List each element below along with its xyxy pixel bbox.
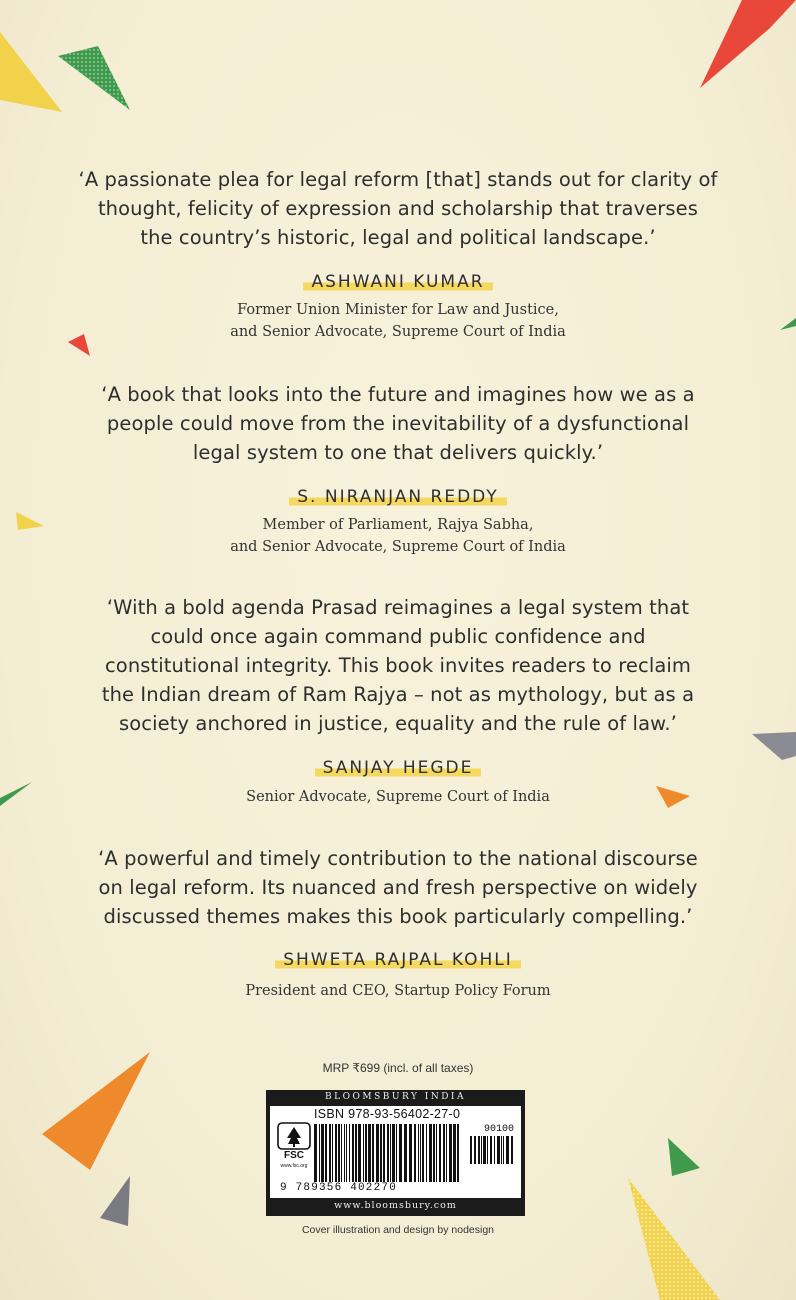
barcode-bar [325, 1124, 327, 1182]
quote-line: discussed themes makes this book particularly compelling.’ [103, 905, 693, 928]
barcode-bar [380, 1124, 382, 1182]
barcode-bar [503, 1136, 504, 1164]
barcode-bar [387, 1124, 389, 1182]
endorser-name-text: SANJAY HEGDE [315, 758, 482, 778]
green-triangle-top [58, 46, 130, 110]
fsc-logo [276, 1122, 312, 1174]
barcode-bar [470, 1136, 472, 1164]
role-line: Member of Parliament, Rajya Sabha, [262, 517, 534, 533]
endorser-role-3 [0, 786, 796, 808]
endorser-name-text: ASHWANI KUMAR [303, 272, 492, 292]
barcode-bar [511, 1136, 513, 1164]
barcode-bar [396, 1124, 397, 1182]
quote-line: ‘With a bold agenda Prasad reimagines a legal system that [106, 596, 690, 619]
addon-barcode [470, 1136, 518, 1194]
role-line: President and CEO, Startup Policy Forum [245, 983, 551, 999]
quote-line: constitutional integrity. This book invites readers to reclaim [104, 654, 692, 677]
quote-1 [60, 165, 736, 252]
barcode-bar [332, 1124, 333, 1182]
barcode-bar [481, 1136, 482, 1164]
quote-2 [60, 380, 736, 467]
barcode-bar [338, 1124, 340, 1182]
barcode-bar [436, 1124, 437, 1182]
yellow-triangle-topleft [0, 32, 62, 112]
barcode-bar [490, 1136, 492, 1164]
barcode-bar [420, 1124, 421, 1182]
fsc-url: www.fsc.org [280, 1163, 308, 1169]
addon-number: 90100 [484, 1124, 515, 1135]
barcode-bar [358, 1124, 361, 1182]
barcode-bar [422, 1124, 424, 1182]
barcode-bar [363, 1124, 364, 1182]
barcode-bar [355, 1124, 357, 1182]
barcode-bar [474, 1136, 476, 1164]
barcode-digits: 9 789356 402270 [280, 1182, 398, 1194]
endorser-role-2 [0, 514, 796, 558]
barcode-bar [321, 1124, 324, 1182]
barcode-bar [392, 1124, 395, 1182]
quote-4 [60, 844, 736, 931]
quote-line: ‘A passionate plea for legal reform [that] stands out for clarity of [78, 168, 718, 191]
quote-line: ‘A powerful and timely contribution to the national discourse [98, 847, 698, 870]
cover-credit: Cover illustration and design by nodesign [301, 1224, 495, 1236]
barcode-bar [426, 1124, 427, 1182]
endorser-role-4 [0, 980, 796, 1002]
barcode-bar [494, 1136, 495, 1164]
barcode-bar [349, 1124, 350, 1182]
quote-line: could once again command public confidence and [150, 625, 646, 648]
barcode-area [270, 1106, 521, 1198]
barcode-bar [433, 1124, 435, 1182]
barcode-bar [335, 1124, 337, 1182]
role-line: and Senior Advocate, Supreme Court of India [230, 324, 566, 340]
barcode-bar [506, 1136, 509, 1164]
barcode-bar [372, 1124, 374, 1182]
barcode-bar [329, 1124, 331, 1182]
quote-line: the country’s historic, legal and political landscape.’ [140, 226, 656, 249]
quote-3 [60, 593, 736, 738]
barcode-bar [319, 1124, 320, 1182]
fsc-tree-icon [276, 1122, 312, 1150]
isbn-text: ISBN 978-93-56402-27-0 [314, 1107, 461, 1121]
barcode-bar [390, 1124, 391, 1182]
role-line: Senior Advocate, Supreme Court of India [246, 789, 550, 805]
barcode-bar [376, 1124, 379, 1182]
barcode-bar [409, 1124, 412, 1182]
barcode-bar [483, 1136, 486, 1164]
barcode-bar [352, 1124, 354, 1182]
endorser-name-3 [0, 758, 796, 778]
quote-line: society anchored in justice, equality and the rule of law.’ [119, 712, 677, 735]
barcode-bar [344, 1124, 345, 1182]
endorser-name-text: SHWETA RAJPAL KOHLI [275, 950, 521, 970]
isbn-barcode [314, 1124, 464, 1182]
barcode-bar [346, 1124, 347, 1182]
role-line: Former Union Minister for Law and Justice, [237, 302, 559, 318]
barcode-bar [399, 1124, 402, 1182]
barcode-bar [404, 1124, 407, 1182]
barcode-bar [383, 1124, 385, 1182]
fsc-label: FSC [284, 1150, 304, 1161]
barcode-bar [414, 1124, 416, 1182]
barcode-bar [487, 1136, 488, 1164]
barcode-bar [418, 1124, 419, 1182]
barcode-bar [429, 1124, 432, 1182]
quote-line: ‘A book that looks into the future and imagines how we as a [101, 383, 695, 406]
barcode-bar [341, 1124, 342, 1182]
yellow-halftone-triangle [628, 1178, 720, 1300]
endorser-role-1 [0, 299, 796, 343]
publisher-label: BLOOMSBURY INDIA [325, 1092, 466, 1102]
barcode-bar [457, 1124, 459, 1182]
red-triangle-topright [700, 0, 796, 88]
quote-line: the Indian dream of Ram Rajya – not as mythology, but as a [101, 683, 695, 706]
barcode-bar [478, 1136, 480, 1164]
endorser-name-1 [0, 272, 796, 292]
barcode-bar [449, 1124, 452, 1182]
barcode-bar [365, 1124, 367, 1182]
barcode-bar [443, 1124, 445, 1182]
grey-triangle-right [752, 732, 796, 760]
barcode-bar [453, 1124, 456, 1182]
role-line: and Senior Advocate, Supreme Court of India [230, 539, 566, 555]
quote-line: on legal reform. Its nuanced and fresh perspective on widely [98, 876, 698, 899]
quote-line: people could move from the inevitability of a dysfunctional [106, 412, 690, 435]
endorser-name-4 [0, 950, 796, 970]
barcode-bar [439, 1124, 441, 1182]
publisher-url: www.bloomsbury.com [334, 1200, 457, 1211]
barcode-bar [501, 1136, 502, 1164]
green-triangle-bottom [668, 1138, 700, 1176]
barcode-bar [446, 1124, 447, 1182]
barcode-panel [266, 1090, 525, 1216]
endorser-name-2 [0, 487, 796, 507]
quote-line: thought, felicity of expression and scholarship that traverses [97, 197, 699, 220]
grey-triangle-bottom [100, 1176, 130, 1226]
barcode-bar [368, 1124, 371, 1182]
barcode-bar [497, 1136, 500, 1164]
endorser-name-text: S. NIRANJAN REDDY [289, 487, 506, 507]
barcode-bar [314, 1124, 317, 1182]
quote-line: legal system to one that delivers quickly.’ [192, 441, 604, 464]
price-label: MRP ₹699 (incl. of all taxes) [322, 1061, 474, 1075]
